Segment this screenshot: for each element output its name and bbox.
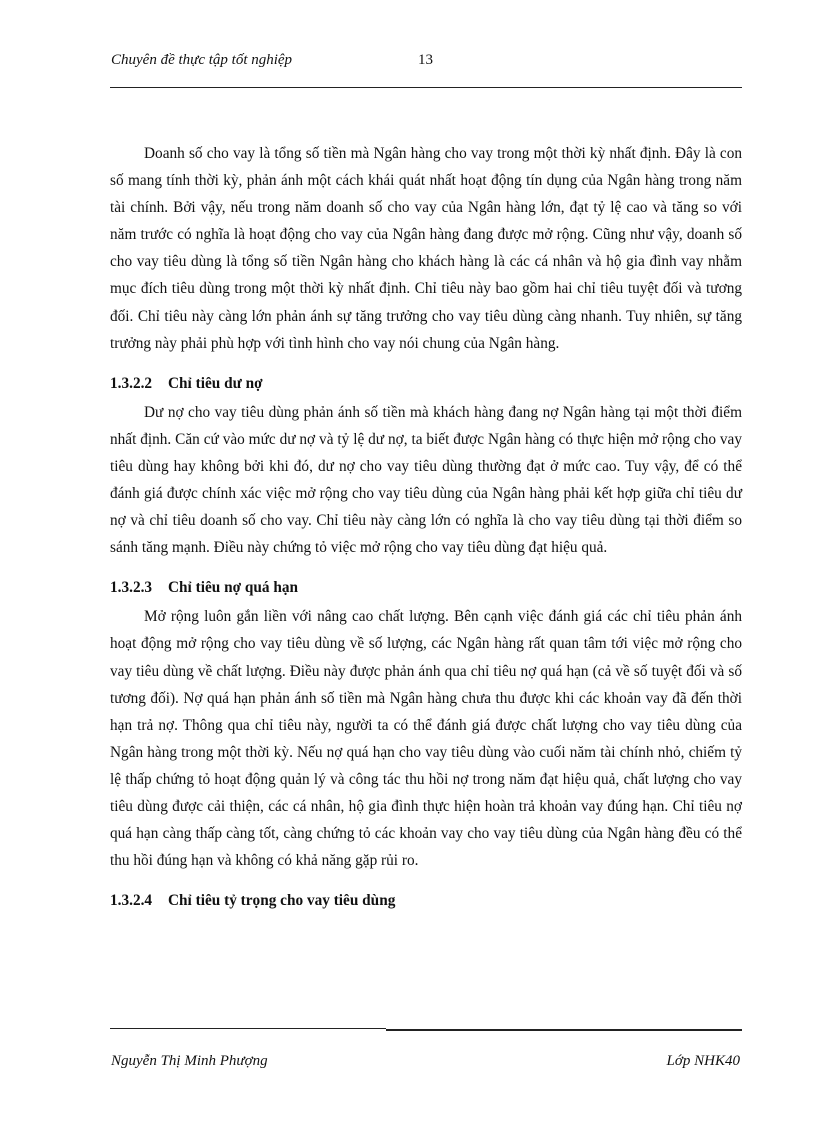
header-title: Chuyên đề thực tập tốt nghiệp — [111, 52, 293, 68]
section-title: Chỉ tiêu dư nợ — [168, 374, 263, 392]
section-number: 1.3.2.4 — [110, 892, 153, 910]
document-body — [110, 140, 742, 916]
section-heading-ty-trong — [110, 889, 742, 913]
paragraph-doanh-so: Doanh số cho vay là tổng số tiền mà Ngân hàng cho vay trong một thời kỳ nhất định. Đây là con số mang tính thời kỳ, phản ánh một cách khái quát nhất hoạt động tín dụng của Ngân hàng trong năm tài chính. Bởi vậy, nếu trong năm doanh số cho vay của Ngân hàng lớn, đạt tỷ lệ cao và tăng so với năm trước có nghĩa là hoạt động cho vay của Ngân hàng đang được mở rộng. Cũng như vậy, doanh số cho vay tiêu dùng là tổng số tiền Ngân hàng cho khách hàng là các cá nhân và hộ gia đình vay nhằm mục đích tiêu dùng trong một thời kỳ nhất định. Chỉ tiêu này bao gồm hai chỉ tiêu tuyệt đối và tương đối. Chỉ tiêu này càng lớn phản ánh sự tăng trưởng cho vay tiêu dùng càng nhanh. Tuy nhiên, sự tăng trưởng này phải phù hợp với tình hình cho vay nói chung của Ngân hàng. — [110, 145, 742, 352]
section-heading-du-no — [110, 372, 742, 396]
page-number: 13 — [418, 52, 433, 68]
section-title: Chỉ tiêu tỷ trọng cho vay tiêu dùng — [168, 892, 396, 910]
footer-class: Lớp NHK40 — [666, 1053, 740, 1069]
section-heading-no-qua-han — [110, 576, 742, 600]
paragraph-du-no: Dư nợ cho vay tiêu dùng phản ánh số tiền mà khách hàng đang nợ Ngân hàng tại một thời điểm nhất định. Căn cứ vào mức dư nợ và tỷ lệ dư nợ, ta biết được Ngân hàng có thực hiện mở rộng cho vay tiêu dùng hay không bởi khi đó, dư nợ cho vay tiêu dùng thường đạt ở mức cao. Tuy vậy, để có thể đánh giá được chính xác việc mở rộng cho vay tiêu dùng của Ngân hàng phải kết hợp giữa chỉ tiêu dư nợ và chỉ tiêu doanh số cho vay. Chỉ tiêu này càng lớn có nghĩa là cho vay tiêu dùng tại thời điểm so sánh tăng mạnh. Điều này chứng tỏ việc mở rộng cho vay tiêu dùng đạt hiệu quả. — [110, 403, 742, 557]
section-number: 1.3.2.2 — [110, 374, 153, 392]
header-divider — [110, 87, 742, 88]
section-title: Chỉ tiêu nợ quá hạn — [168, 579, 299, 597]
paragraph-no-qua-han: Mở rộng luôn gắn liền với nâng cao chất lượng. Bên cạnh việc đánh giá các chỉ tiêu phản ánh hoạt động mở rộng cho vay tiêu dùng về số lượng, các Ngân hàng rất quan tâm tới việc mở rộng cho vay tiêu dùng về chất lượng. Điều này được phản ánh qua chỉ tiêu nợ quá hạn (cả về số tuyệt đối và số tương đối). Nợ quá hạn phản ánh số tiền mà Ngân hàng chưa thu được khi các khoản vay đã đến thời hạn trả nợ. Thông qua chỉ tiêu này, người ta có thể đánh giá được chất lượng cho vay tiêu dùng của Ngân hàng trong một thời kỳ. Nếu nợ quá hạn cho vay tiêu dùng vào cuối năm tài chính nhỏ, chiếm tỷ lệ thấp chứng tỏ hoạt động quản lý và công tác thu hồi nợ trong năm đạt hiệu quả, chất lượng cho vay tiêu dùng được cải thiện, các cá nhân, hộ gia đình thực hiện hoàn trả khoản vay đúng hạn. Chỉ tiêu nợ quá hạn càng thấp càng tốt, càng chứng tỏ các khoản vay cho vay tiêu dùng của Ngân hàng đều có thể thu hồi đúng hạn và không có khả năng gặp rủi ro. — [110, 608, 742, 870]
section-number: 1.3.2.3 — [110, 579, 153, 597]
footer-divider-thin — [110, 1028, 386, 1029]
footer-divider-thick — [386, 1029, 742, 1031]
footer-author: Nguyễn Thị Minh Phượng — [111, 1053, 268, 1069]
